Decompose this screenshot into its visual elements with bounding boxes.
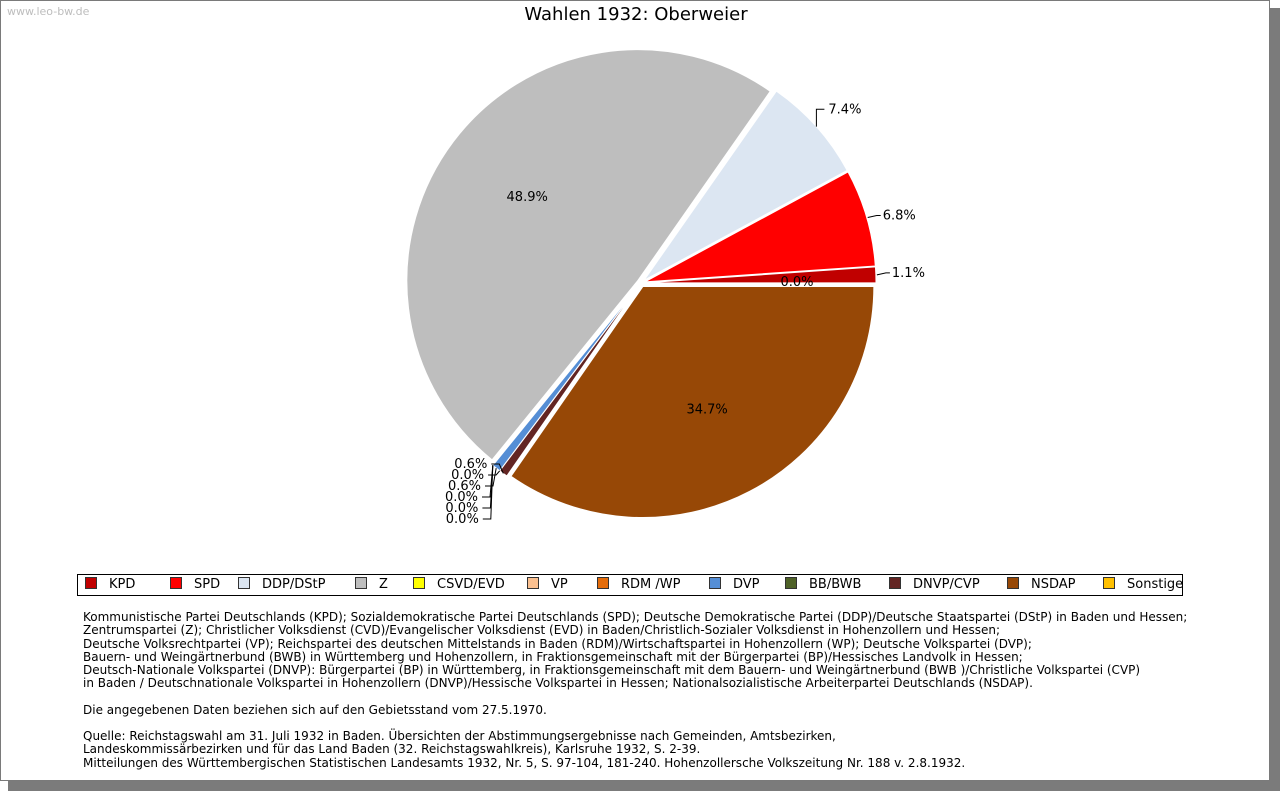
- legend-label: KPD: [109, 577, 136, 592]
- legend-item-kpd: [85, 575, 135, 595]
- legend-item-rdm-wp: [597, 575, 680, 595]
- legend-item-vp: [527, 575, 568, 595]
- legend-item-sonstige: [1103, 575, 1183, 595]
- legend-label: SPD: [194, 577, 221, 592]
- data-label-ddp-dstp: 7.4%: [828, 102, 862, 118]
- leader-line-kpd: [877, 273, 890, 275]
- data-label-csvd-evd: 0.0%: [445, 512, 479, 527]
- data-label-sonstige: 0.0%: [780, 275, 814, 290]
- legend-swatch: [170, 577, 182, 589]
- legend-item-z: [355, 575, 388, 595]
- legend-item-dnvp-cvp: [889, 575, 980, 595]
- frame-shadow-right: [1270, 8, 1280, 791]
- data-label-kpd: 1.1%: [891, 265, 925, 281]
- legend-label: RDM /WP: [621, 577, 681, 592]
- legend-label: DDP/DStP: [262, 577, 326, 592]
- legend-label: CSVD/EVD: [437, 577, 505, 592]
- leader-line-ddp-dstp: [816, 109, 824, 126]
- legend-swatch: [527, 577, 539, 589]
- notes-line: Die angegebenen Daten beziehen sich auf den Gebietsstand vom 27.5.1970.: [83, 702, 547, 717]
- leader-line-bb-bwb: [488, 471, 500, 475]
- data-label-spd: 6.8%: [882, 208, 916, 224]
- frame-shadow-bottom: [8, 781, 1280, 791]
- legend-swatch: [85, 577, 97, 589]
- legend-item-bb-bwb: [785, 575, 861, 595]
- notes-gap: [83, 691, 1233, 704]
- notes-line: Mitteilungen des Württembergischen Statistischen Landesamts 1932, Nr. 5, S. 97-104, 181-240. Hohenzollersche Volkszeitung Nr. 188 v. 2.8.1932.: [83, 755, 966, 770]
- legend-swatch: [413, 577, 425, 589]
- legend-swatch: [1103, 577, 1115, 589]
- legend-label: Z: [379, 577, 388, 592]
- legend-swatch: [597, 577, 609, 589]
- legend-swatch: [355, 577, 367, 589]
- watermark-text: www.leo-bw.de: [7, 5, 90, 18]
- notes-line: in Baden / Deutschnationale Volkspartei in Hohenzollern (DNVP)/Hessische Volkspartei in Hessen; Nationalsozialistische Arbeiterpartei Deutschlands (NSDAP).: [83, 676, 1033, 691]
- leader-line-spd: [868, 216, 881, 218]
- legend-label: VP: [551, 577, 568, 592]
- data-label-dnvp-cvp: 0.6%: [454, 457, 488, 472]
- legend-label: NSDAP: [1031, 577, 1076, 592]
- notes-line: Quelle: Reichstagswahl am 31. Juli 1932 in Baden. Übersichten der Abstimmungsergebnisse nach Gemeinden, Amtsbezirken,: [83, 729, 836, 744]
- notes-line: Zentrumspartei (Z); Christlicher Volksdienst (CVD)/Evangelischer Volksdienst (EVD) in Baden/Christlich-Sozialer Volksdienst in Hohenzollern und Hessen;: [83, 623, 1001, 638]
- notes-line: Deutsch-Nationale Volkspartei (DNVP): Bürgerpartei (BP) in Württemberg, in Fraktionsgemeinschaft mit dem Bauern- und Weingärtnerbund (BWB )/Christliche Volkspartei (CVP): [83, 663, 1141, 678]
- data-label-nsdap: 34.7%: [686, 402, 728, 418]
- legend-item-dvp: [709, 575, 760, 595]
- data-label-vp: 0.0%: [445, 501, 479, 516]
- legend-label: BB/BWB: [809, 577, 862, 592]
- leader-line-csvd-evd: [483, 465, 493, 519]
- notes-line: Kommunistische Partei Deutschlands (KPD); Sozialdemokratische Partei Deutschlands (SPD); Deutsche Demokratische Partei (DDP)/Deutsche Staatspartei (DStP) in Baden und Hessen;: [83, 610, 1188, 624]
- legend-swatch: [785, 577, 797, 589]
- notes-line: Deutsche Volksrechtpartei (VP); Reichspartei des deutschen Mittelstands in Baden (RDM)/Wirtschaftspartei in Hohenzollern (WP); Deutsche Volkspartei (DVP);: [83, 636, 1032, 651]
- notes-line: Landeskommissärbezirken und für das Land Baden (32. Reichstagswahlkreis), Karlsruhe 1932, S. 2-39.: [83, 742, 701, 757]
- legend-swatch: [889, 577, 901, 589]
- chart-title: Wahlen 1932: Oberweier: [524, 4, 748, 25]
- legend-label: DVP: [733, 577, 760, 592]
- data-label-z: 48.9%: [506, 190, 548, 206]
- legend-swatch: [709, 577, 721, 589]
- legend-item-csvd-evd: [413, 575, 505, 595]
- legend-swatch: [238, 577, 250, 589]
- data-label-rdm-wp: 0.0%: [444, 490, 478, 505]
- notes-line: Bauern- und Weingärtnerbund (BWB) in Württemberg und Hohenzollern, in Fraktionsgemeinschaft mit der Bürgerpartei (BP)/Hessisches Landvolk in Hessen;: [83, 649, 1023, 664]
- legend-item-ddp-dstp: [238, 575, 325, 595]
- pie-chart: [1, 1, 1271, 571]
- data-label-bb-bwb: 0.0%: [451, 468, 485, 483]
- legend-label: DNVP/CVP: [913, 577, 980, 592]
- chart-legend: [77, 574, 1183, 596]
- legend-item-nsdap: [1007, 575, 1076, 595]
- legend-swatch: [1007, 577, 1019, 589]
- data-label-dvp: 0.6%: [447, 479, 481, 494]
- legend-label: Sonstige: [1127, 577, 1184, 592]
- legend-item-spd: [170, 575, 220, 595]
- notes-text: [83, 611, 1233, 770]
